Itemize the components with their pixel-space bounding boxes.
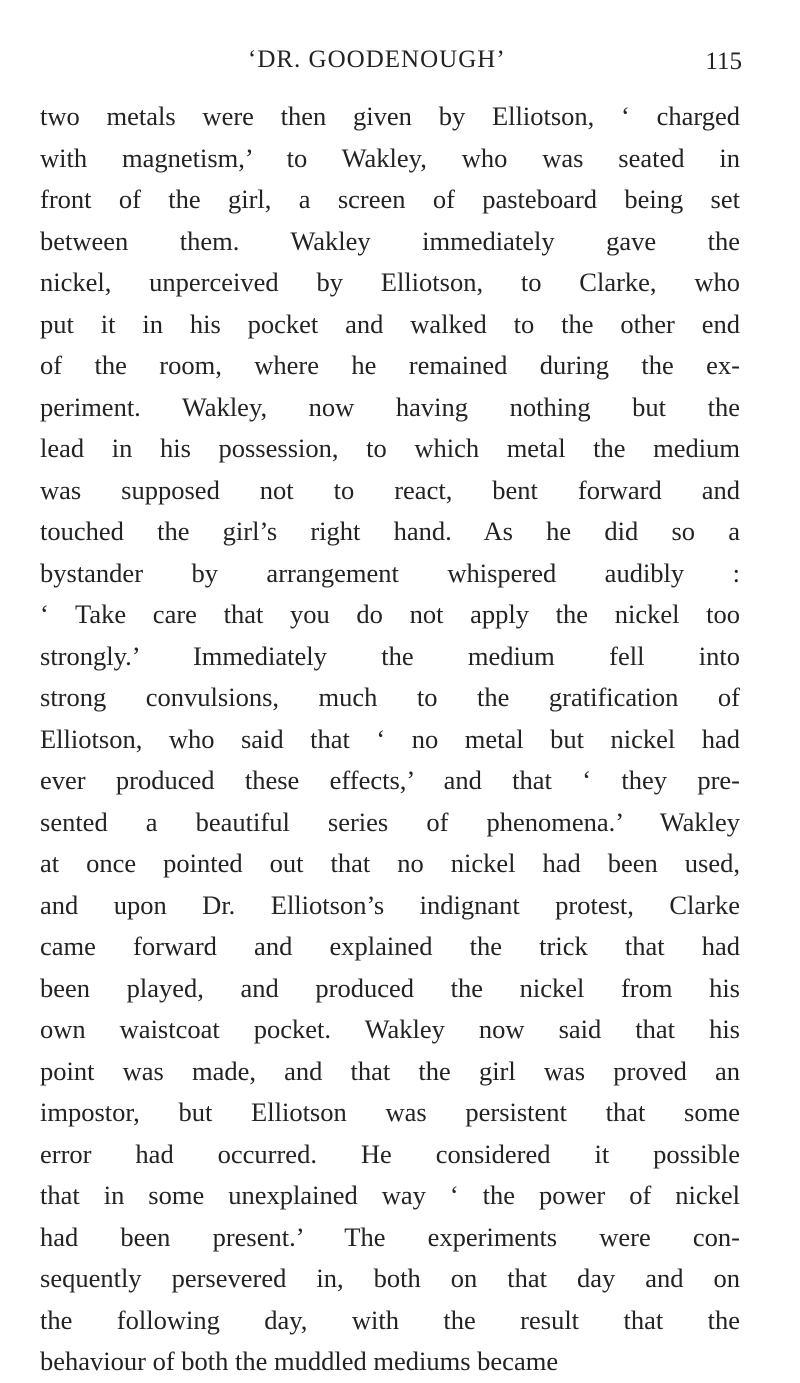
- text-line: ‘ Take care that you do not apply the nickel too: [40, 599, 740, 629]
- text-line: behaviour of both the muddled mediums became: [40, 1346, 559, 1376]
- text-line: was supposed not to react, bent forward and: [40, 474, 740, 505]
- text-line: periment. Wakley, now having nothing but the: [40, 391, 740, 422]
- text-line: two metals were then given by Elliotson, ‘ charged: [40, 101, 740, 131]
- text-line: strong convulsions, much to the gratification of: [40, 682, 740, 712]
- text-line: sequently persevered in, both on that day and on: [40, 1263, 740, 1293]
- text-line: lead in his possession, to which metal the medium: [40, 433, 740, 463]
- body-text: [40, 96, 740, 1383]
- text-line: touched the girl’s right hand. As he did so a: [40, 516, 740, 546]
- page-number: 115: [705, 48, 742, 75]
- text-line: at once pointed out that no nickel had been used,: [40, 848, 740, 878]
- text-line: that in some unexplained way ‘ the power of nickel: [40, 1180, 740, 1210]
- text-line: Elliotson, who said that ‘ no metal but nickel had: [40, 723, 740, 754]
- text-line: ever produced these effects,’ and that ‘ they pre-: [40, 765, 740, 795]
- running-head-title: ‘DR. GOODENOUGH’: [248, 46, 506, 73]
- text-line: had been present.’ The experiments were con-: [40, 1221, 740, 1252]
- text-line: the following day, with the result that the: [40, 1304, 740, 1335]
- text-line: between them. Wakley immediately gave the: [40, 225, 740, 256]
- text-line: put it in his pocket and walked to the other end: [40, 308, 740, 339]
- text-line: nickel, unperceived by Elliotson, to Clarke, who: [40, 267, 740, 297]
- text-line: front of the girl, a screen of pasteboard being set: [40, 184, 740, 214]
- text-line: strongly.’ Immediately the medium fell into: [40, 640, 740, 671]
- text-line: of the room, where he remained during the ex-: [40, 350, 740, 380]
- text-line: sented a beautiful series of phenomena.’ Wakley: [40, 806, 740, 837]
- running-head: [0, 40, 800, 80]
- text-line: and upon Dr. Elliotson’s indignant protest, Clarke: [40, 889, 740, 920]
- text-line: own waistcoat pocket. Wakley now said that his: [40, 1014, 740, 1044]
- text-line: error had occurred. He considered it possible: [40, 1138, 740, 1169]
- text-line: came forward and explained the trick that had: [40, 931, 740, 961]
- text-line: been played, and produced the nickel from his: [40, 972, 740, 1003]
- text-line: with magnetism,’ to Wakley, who was seated in: [40, 142, 740, 173]
- text-line: impostor, but Elliotson was persistent that some: [40, 1097, 740, 1127]
- text-line: bystander by arrangement whispered audibly :: [40, 557, 740, 588]
- text-line: point was made, and that the girl was proved an: [40, 1055, 740, 1086]
